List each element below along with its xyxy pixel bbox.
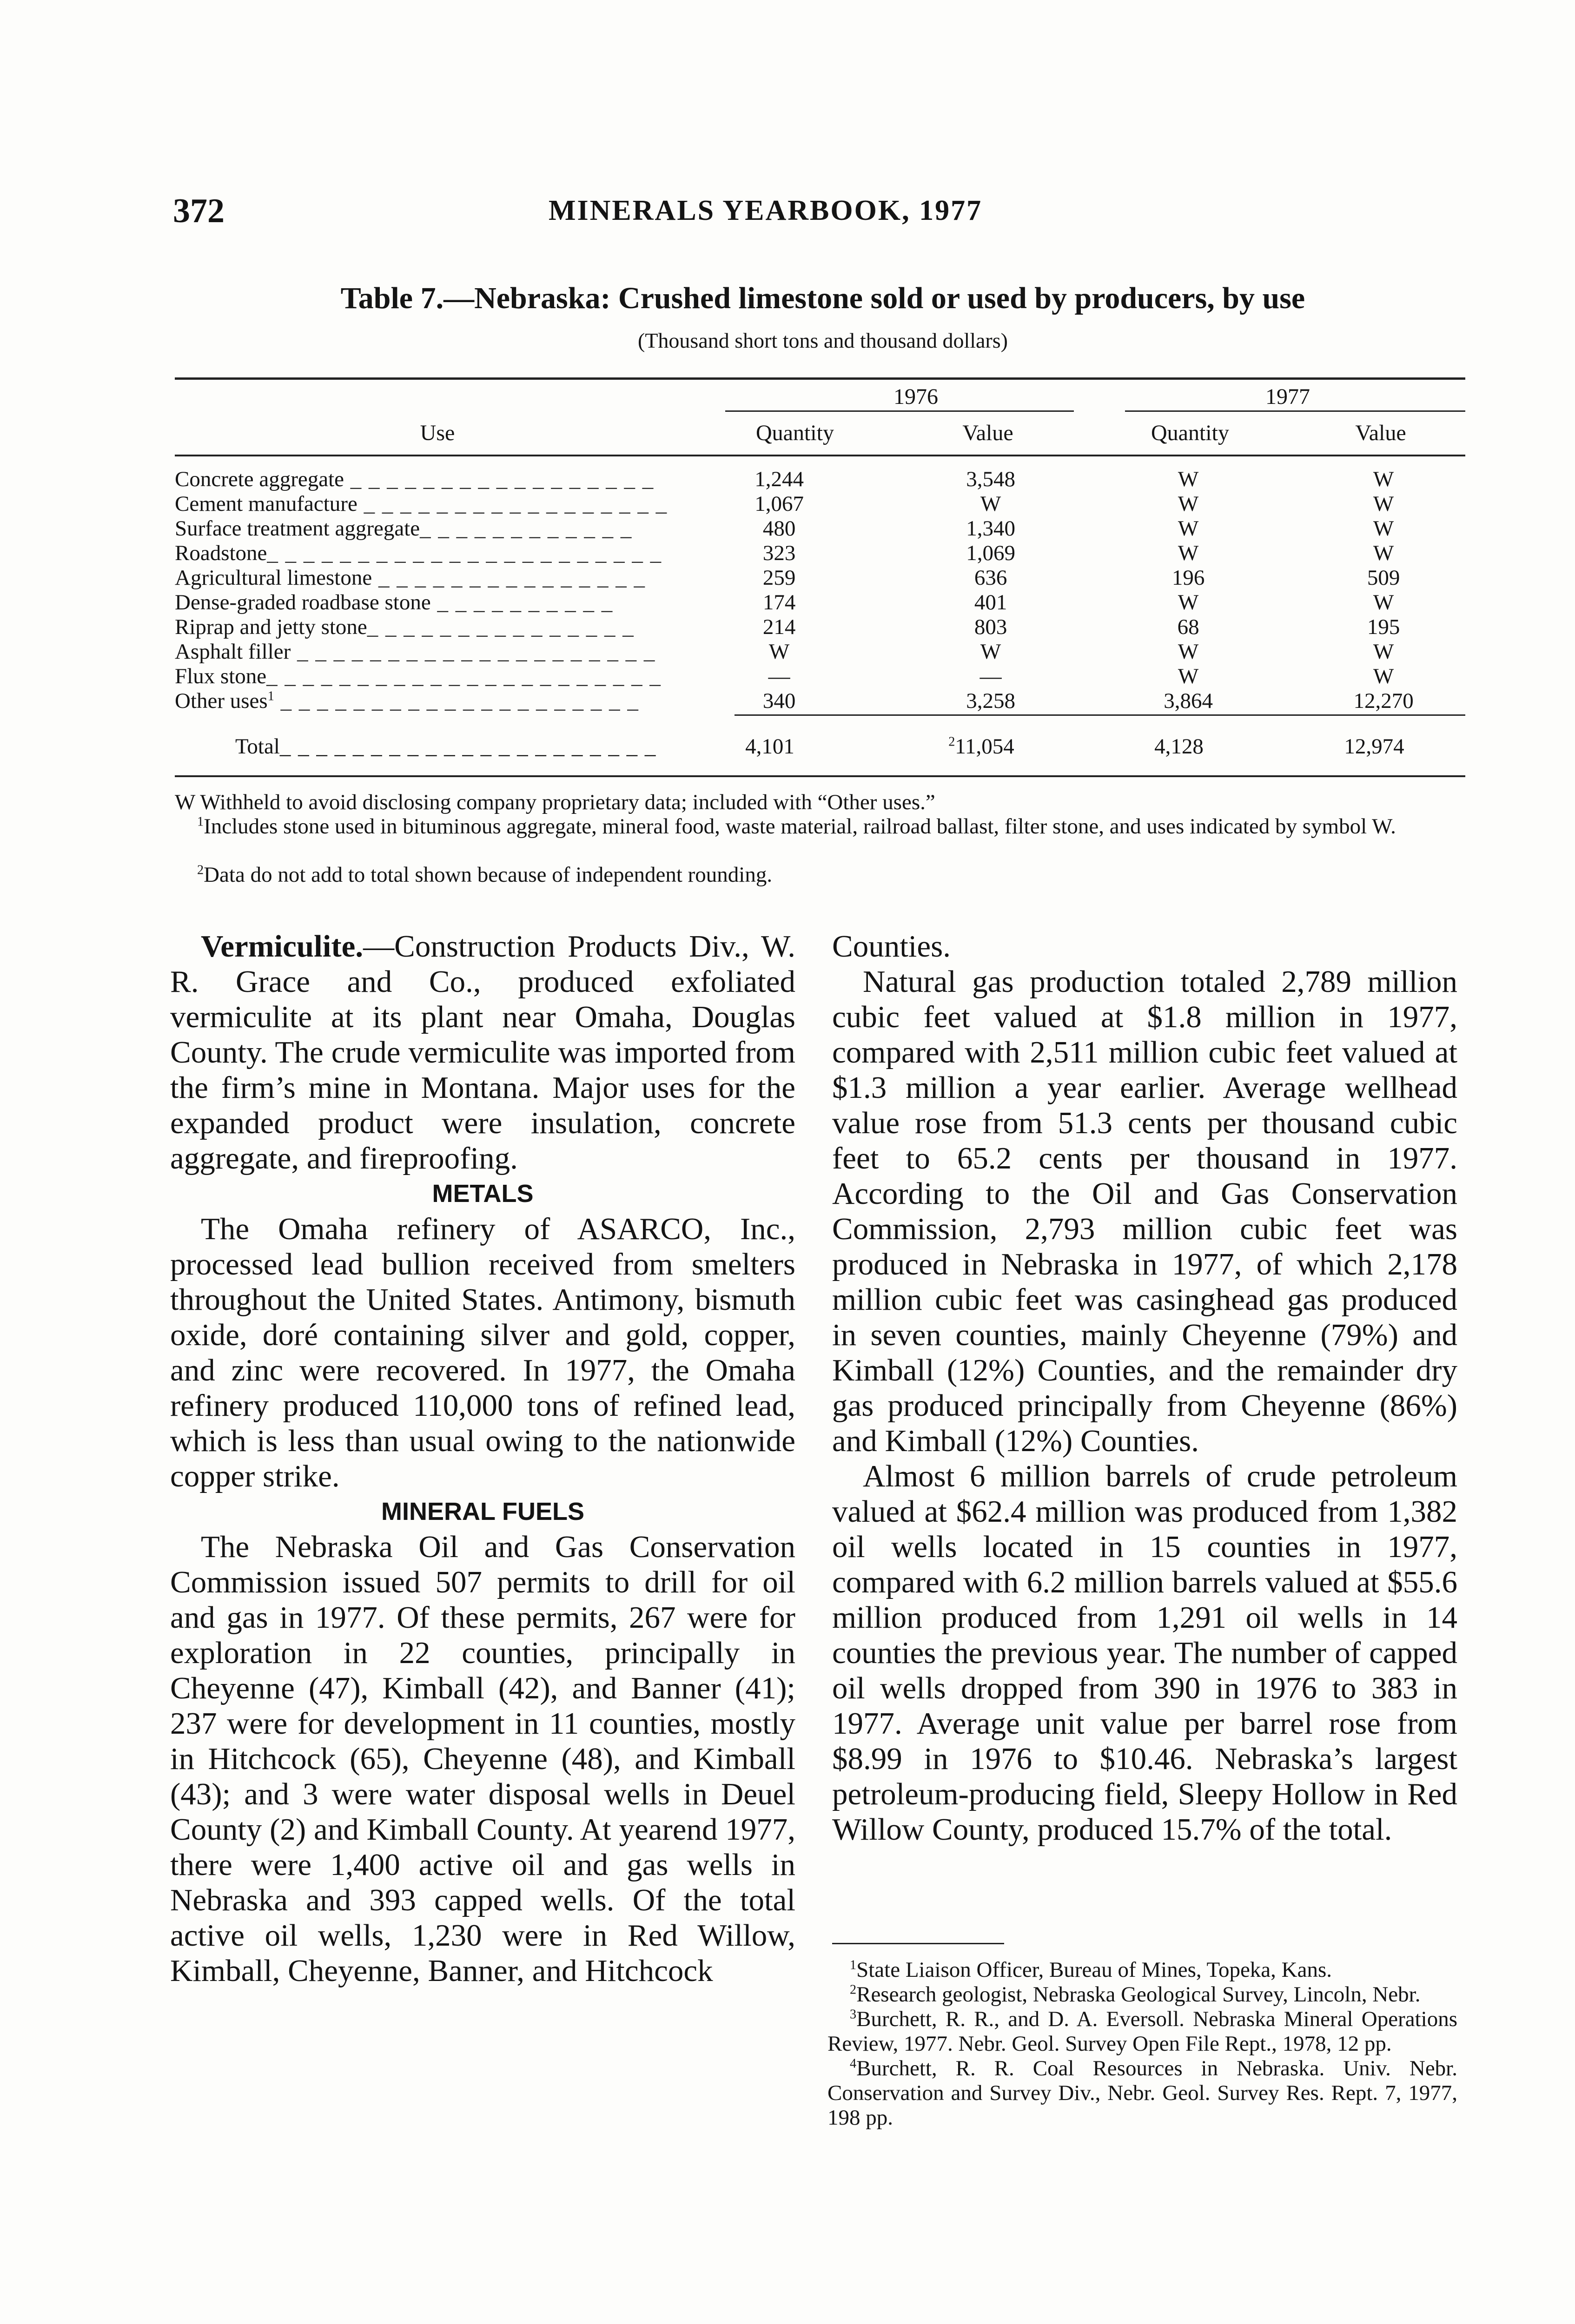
column-use-heading: Use bbox=[420, 421, 455, 445]
quantity-1976-cell: 323 bbox=[762, 541, 796, 565]
footnote-3 bbox=[827, 2007, 1457, 2056]
value-1976-heading: Value bbox=[962, 421, 1013, 445]
total-value-1976-footnote: 2 bbox=[948, 734, 955, 749]
use-label: Riprap and jetty stone_ _ _ _ _ _ _ _ _ _ _ _ _ _ _ bbox=[175, 615, 635, 639]
table-row bbox=[175, 664, 1481, 689]
use-label: Surface treatment aggregate_ _ _ _ _ _ _ _ _ _ _ _ bbox=[175, 516, 633, 541]
table-row bbox=[175, 492, 1481, 516]
value-1977-cell: 12,270 bbox=[1353, 689, 1414, 713]
table-row bbox=[175, 467, 1481, 492]
total-dots: _ _ _ _ _ _ _ _ _ _ _ _ _ _ _ _ _ _ _ _ _ bbox=[279, 734, 657, 759]
left-column bbox=[170, 929, 795, 1988]
footnote-2 bbox=[827, 1982, 1457, 2007]
quantity-1977-cell: W bbox=[1178, 516, 1199, 541]
quantity-1976-cell: 214 bbox=[762, 615, 796, 639]
counties-continuation: Counties. bbox=[832, 929, 951, 964]
use-label: Other uses$^1$ _ _ _ _ _ _ _ _ _ _ _ _ _ _ _ _ _ _ _ _ bbox=[175, 689, 639, 713]
use-label: Flux stone_ _ _ _ _ _ _ _ _ _ _ _ _ _ _ _ _ _ _ _ _ _ bbox=[175, 664, 662, 688]
value-1976-cell: W bbox=[980, 492, 1001, 516]
crude-oil-paragraph: Almost 6 million barrels of crude petroleum valued at $62.4 million was produced from 1,382 oil wells located in 15 counties in 1977, compared with 6.2 million barrels valued at $55.6 million produced from 1,291 oil wells in 14 counties the previous year. The number of capped oil wells dropped from 390 in 1976 to 383 in 1977. Average unit value per barrel rose from $8.99 in 1976 to $10.46. Nebraska’s largest petroleum-producing field, Sleepy Hollow in Red Willow County, produced 15.7% of the total. bbox=[832, 1459, 1457, 1847]
metals-paragraph: The Omaha refinery of ASARCO, Inc., processed lead bullion received from smelters throughout the United States. Antimony, bismuth oxide, doré containing silver and gold, copper, and zinc were recovered. In 1977, the Omaha refinery produced 110,000 tons of refined lead, which is less than usual owing to the nationwide copper strike. bbox=[170, 1212, 795, 1493]
total-row bbox=[175, 734, 1472, 759]
footnote-text: Burchett, R. R., and D. A. Eversoll. Nebraska Mineral Operations Review, 1977. Nebr. Geol. Survey Open File Rept., 1978, 12 pp. bbox=[827, 2007, 1457, 2056]
footnote-text: Burchett, R. R. Coal Resources in Nebraska. Univ. Nebr. Conservation and Survey Div., Nebr. Geol. Survey Res. Rept. 7, 1977, 198 pp. bbox=[827, 2056, 1457, 2130]
quantity-1977-cell: 3,864 bbox=[1164, 689, 1213, 713]
value-1977-cell: 509 bbox=[1367, 566, 1400, 590]
value-1976-cell: 1,340 bbox=[966, 516, 1015, 541]
year-1977-heading: 1977 bbox=[1265, 384, 1310, 409]
table-note-w: W Withheld to avoid disclosing company proprietary data; included with “Other uses.” bbox=[175, 790, 935, 814]
value-1977-cell: 195 bbox=[1367, 615, 1400, 639]
quantity-1976-cell: 1,244 bbox=[754, 467, 804, 491]
quantity-1977-cell: 68 bbox=[1177, 615, 1199, 639]
use-label: Dense-graded roadbase stone _ _ _ _ _ _ _ _ _ _ bbox=[175, 590, 614, 614]
quantity-1977-cell: W bbox=[1178, 492, 1199, 516]
value-1976-cell: 636 bbox=[974, 566, 1007, 590]
table-note-2: $^2$Data do not add to total shown because of independent rounding. bbox=[197, 863, 773, 887]
value-1976-cell: W bbox=[980, 640, 1001, 664]
quantity-1976-cell: 174 bbox=[762, 590, 796, 614]
value-1976-cell: 1,069 bbox=[966, 541, 1015, 565]
quantity-1977-heading: Quantity bbox=[1151, 421, 1229, 445]
table-row bbox=[175, 590, 1481, 615]
use-label: Asphalt filler _ _ _ _ _ _ _ _ _ _ _ _ _ _ _ _ _ _ _ _ bbox=[175, 640, 656, 664]
metals-heading: METALS bbox=[432, 1180, 534, 1208]
value-1977-cell: W bbox=[1373, 664, 1394, 688]
total-label: Total bbox=[235, 734, 280, 759]
use-label: Cement manufacture _ _ _ _ _ _ _ _ _ _ _ _ _ _ _ _ _ bbox=[175, 492, 668, 516]
quantity-1977-cell: W bbox=[1178, 664, 1199, 688]
value-1976-cell: — bbox=[979, 664, 1002, 688]
quantity-1976-cell: — bbox=[768, 664, 790, 688]
total-quantity-1977: 4,128 bbox=[1154, 734, 1204, 759]
table-note-1: $^1$Includes stone used in bituminous aggregate, mineral food, waste material, railroad ballast, filter stone, and uses indicated by symbol W. bbox=[197, 814, 1396, 838]
table-row bbox=[175, 640, 1481, 664]
right-column bbox=[832, 929, 1457, 1847]
table-row bbox=[175, 566, 1481, 590]
page-number: 372 bbox=[173, 192, 225, 230]
value-1977-cell: W bbox=[1373, 492, 1394, 516]
use-label: Concrete aggregate _ _ _ _ _ _ _ _ _ _ _ _ _ _ _ _ _ bbox=[175, 467, 655, 491]
footnote-4 bbox=[827, 2056, 1457, 2130]
table-subtitle: (Thousand short tons and thousand dollars) bbox=[638, 329, 1008, 352]
value-1977-cell: W bbox=[1373, 467, 1394, 491]
value-1977-cell: W bbox=[1373, 516, 1394, 541]
year-1976-heading: 1976 bbox=[893, 384, 938, 409]
total-value-1976: 11,054 bbox=[955, 734, 1014, 759]
quantity-1976-cell: 480 bbox=[762, 516, 796, 541]
table-caption: Table 7.—Nebraska: Crushed limestone sold or used by producers, by use bbox=[340, 281, 1305, 315]
footnote-text: Research geologist, Nebraska Geological Survey, Lincoln, Nebr. bbox=[856, 1982, 1421, 2007]
value-1977-cell: W bbox=[1373, 541, 1394, 565]
rule-1976 bbox=[725, 410, 1074, 412]
quantity-1977-cell: W bbox=[1178, 640, 1199, 664]
vermiculite-paragraph: Vermiculite.—Construction Products Div., W. R. Grace and Co., produced exfoliated vermiculite at its plant near Omaha, Douglas County. The crude vermiculite was imported from the firm’s mine in Montana. Major uses for the expanded product were insulation, concrete aggregate, and fireproofing. bbox=[170, 929, 795, 1175]
use-label: Roadstone_ _ _ _ _ _ _ _ _ _ _ _ _ _ _ _ _ _ _ _ _ _ bbox=[175, 541, 662, 565]
quantity-1976-cell: 340 bbox=[762, 689, 796, 713]
total-quantity-1976: 4,101 bbox=[745, 734, 794, 759]
table-row bbox=[175, 516, 1481, 541]
quantity-1977-cell: 196 bbox=[1171, 566, 1205, 590]
rule-1977 bbox=[1125, 410, 1465, 412]
value-1977-cell: W bbox=[1373, 590, 1394, 614]
value-1977-cell: W bbox=[1373, 640, 1394, 664]
table-bottom-rule bbox=[175, 775, 1465, 777]
other-uses-footnote-mark: 1 bbox=[267, 689, 274, 704]
table-row bbox=[175, 615, 1481, 640]
quantity-1976-heading: Quantity bbox=[756, 421, 834, 445]
footnote-mark: 2 bbox=[850, 1982, 857, 1997]
quantity-1976-cell: 259 bbox=[762, 566, 796, 590]
limestone-table bbox=[175, 467, 1481, 713]
footnote-rule bbox=[832, 1943, 1004, 1944]
quantity-1977-cell: W bbox=[1178, 590, 1199, 614]
footnote-mark: 4 bbox=[850, 2056, 857, 2071]
footnote-mark: 1 bbox=[850, 1958, 857, 1973]
subtotal-rule bbox=[735, 714, 1465, 716]
use-label: Agricultural limestone _ _ _ _ _ _ _ _ _ _ _ _ _ _ _ bbox=[175, 566, 646, 590]
quantity-1976-cell: W bbox=[768, 640, 790, 664]
value-1976-cell: 401 bbox=[974, 590, 1007, 614]
table-top-rule bbox=[175, 377, 1465, 380]
quantity-1976-cell: 1,067 bbox=[754, 492, 804, 516]
table-row bbox=[175, 689, 1481, 713]
footnote-1 bbox=[827, 1958, 1457, 1982]
table-row bbox=[175, 541, 1481, 566]
footnote-mark: 3 bbox=[850, 2007, 857, 2022]
mineral-fuels-heading: MINERAL FUELS bbox=[381, 1498, 584, 1525]
value-1977-heading: Value bbox=[1355, 421, 1406, 445]
footnote-text: State Liaison Officer, Bureau of Mines, Topeka, Kans. bbox=[856, 1958, 1332, 1982]
vermiculite-heading: Vermiculite. bbox=[201, 929, 364, 964]
mineral-fuels-paragraph: The Nebraska Oil and Gas Conservation Commission issued 507 permits to drill for oil and gas in 1977. Of these permits, 267 were for exploration in 22 counties, principally in Cheyenne (47), Kimball (42), and Banner (41); 237 were for development in 11 counties, mostly in Hitchcock (65), Cheyenne (48), and Kimball (43); and 3 were water disposal wells in Deuel County (2) and Kimball County. At yearend 1977, there were 1,400 active oil and gas wells in Nebraska and 393 capped wells. Of the total active oil wells, 1,230 were in Red Willow, Kimball, Cheyenne, Banner, and Hitchcock bbox=[170, 1530, 795, 1988]
footnotes bbox=[827, 1958, 1457, 2130]
value-1976-cell: 803 bbox=[974, 615, 1007, 639]
running-title: MINERALS YEARBOOK, 1977 bbox=[549, 195, 983, 226]
table-header-rule bbox=[175, 455, 1465, 456]
quantity-1977-cell: W bbox=[1178, 541, 1199, 565]
total-value-1977: 12,974 bbox=[1344, 734, 1404, 759]
natural-gas-paragraph: Natural gas production totaled 2,789 million cubic feet valued at $1.8 million in 1977, compared with 2,511 million cubic feet valued at $1.3 million a year earlier. Average wellhead value rose from 51.3 cents per thousand cubic feet to 65.2 cents per thousand in 1977. According to the Oil and Gas Conservation Commission, 2,793 million cubic feet was produced in Nebraska in 1977, of which 2,178 million cubic feet was casinghead gas produced in seven counties, mainly Cheyenne (79%) and Kimball (12%) Counties, and the remainder dry gas produced principally from Cheyenne (86%) and Kimball (12%) Counties. bbox=[832, 964, 1457, 1458]
quantity-1977-cell: W bbox=[1178, 467, 1199, 491]
value-1976-cell: 3,258 bbox=[966, 689, 1015, 713]
value-1976-cell: 3,548 bbox=[966, 467, 1015, 491]
